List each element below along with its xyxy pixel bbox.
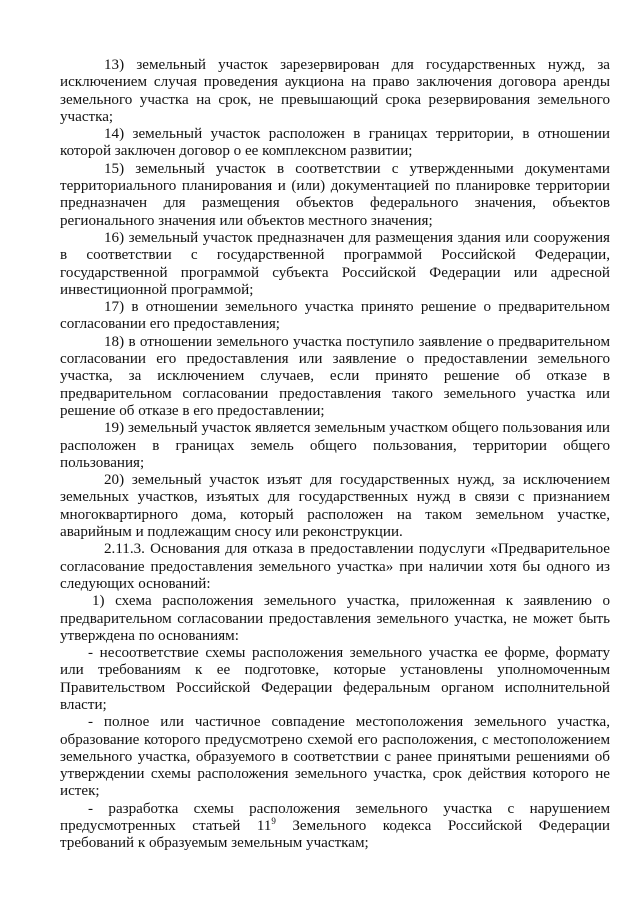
section-heading: 2.11.3. Основания для отказа в предоставлении подуслуги «Предварительное согласование предоставления земельного участка» при наличии хотя бы одного из следующих оснований: — [60, 541, 610, 592]
bullet-text: Земельного кодекса Российской Федерации требований к образуемым земельным участкам; — [60, 818, 610, 852]
bullet-item: - полное или частичное совпадение местоположения земельного участка, образование которого предусмотрено схемой его расположения, с местоположением земельного участка, образуемого в соответствии с ранее принятыми решениями об утверждении схемы расположения земельного участка, срок действия которого не истек; — [60, 714, 610, 800]
bullet-item: - несоответствие схемы расположения земельного участка ее форме, формату или требованиям к ее подготовке, которые установлены уполномоченным Правительством Российской Федерации федеральным органом исполнительной власти; — [60, 645, 610, 713]
list-item: 13) земельный участок зарезервирован для государственных нужд, за исключением случая проведения аукциона на право заключения договора аренды земельного участка на срок, не превышающий срока резервирования земельного участка; — [60, 57, 610, 125]
list-item: 14) земельный участок расположен в границах территории, в отношении которой заключен договор о ее комплексном развитии; — [60, 126, 610, 160]
list-item: 16) земельный участок предназначен для размещения здания или сооружения в соответствии с государственной программой Российской Федерации, государственной программой субъекта Российской Федерации или адресной инвестиционной программой; — [60, 229, 610, 298]
list-item: 20) земельный участок изъят для государственных нужд, за исключением земельных участков, изъятых для государственных нужд в связи с признанием многоквартирного дома, который расположен на таком земельном участке, аварийным и подлежащим сносу или реконструкции. — [60, 472, 610, 541]
document-page — [60, 57, 610, 853]
article-superscript: 9 — [271, 816, 276, 827]
bullet-item — [60, 801, 610, 853]
sub-item: 1) схема расположения земельного участка, приложенная к заявлению о предварительном согласовании предоставления земельного участка, не может быть утверждена по основаниям: — [60, 593, 610, 644]
list-item: 19) земельный участок является земельным участком общего пользования или расположен в границах земель общего пользования, территории общего пользования; — [60, 420, 610, 471]
bullet-text: - разработка схемы расположения земельного участка с нарушением предусмотренных статьей 11 — [60, 800, 610, 835]
list-item: 15) земельный участок в соответствии с утвержденными документами территориального планирования и (или) документацией по планировке территории предназначен для размещения объектов федерального значения, объектов регионального значения или объектов местного значения; — [60, 160, 610, 229]
list-item: 17) в отношении земельного участка принято решение о предварительном согласовании его предоставления; — [60, 299, 610, 333]
list-item: 18) в отношении земельного участка поступило заявление о предварительном согласовании его предоставления или заявление о предоставлении земельного участка, за исключением случаев, если принято решение об отказе в предварительном согласовании предоставления такого земельного участка или решение об отказе в его предоставлении; — [60, 333, 610, 419]
